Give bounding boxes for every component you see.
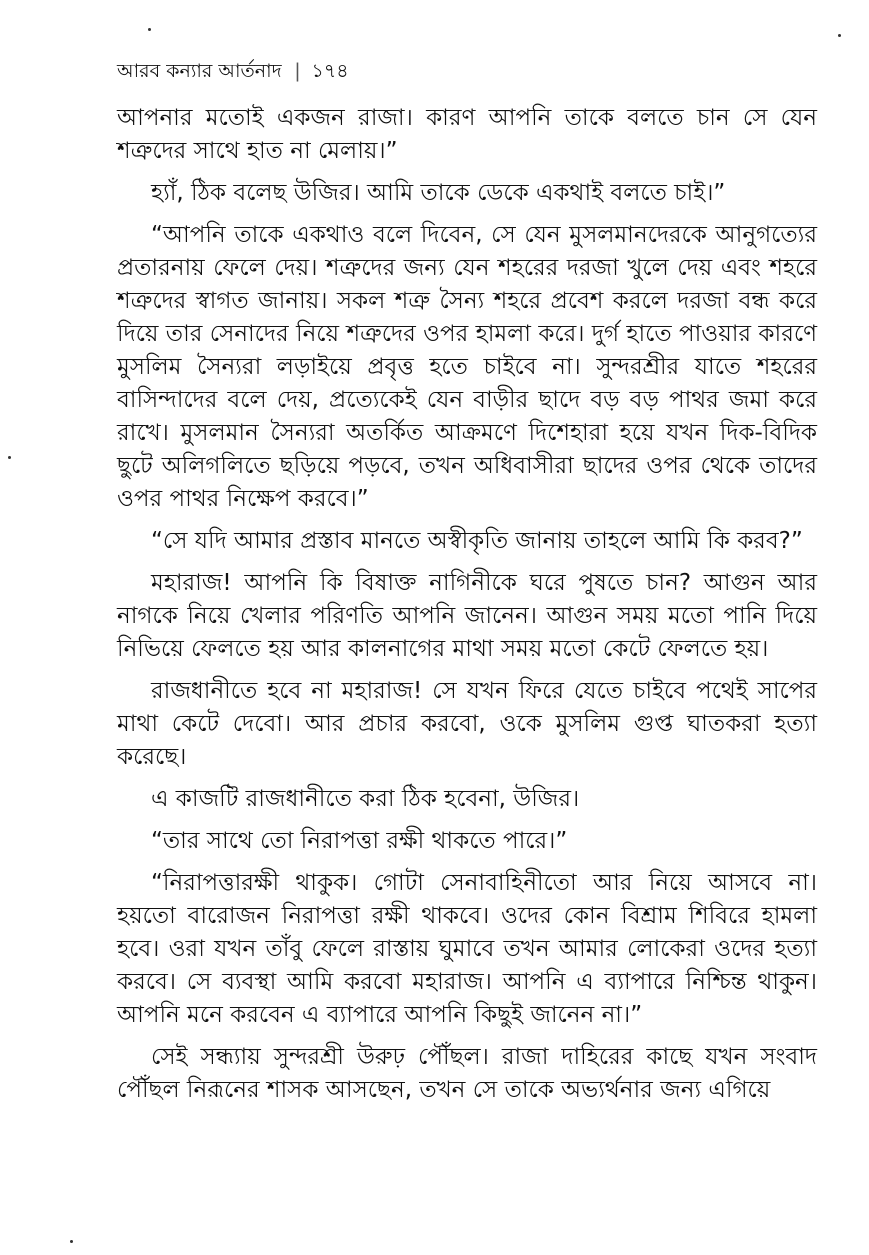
scan-speck: [148, 28, 151, 31]
paragraph-6: রাজধানীতে হবে না মহারাজ! সে যখন ফিরে যেতে চাইবে পথেই সাপের মাথা কেটে দেবো। আর প্রচার করবো, ওকে মুসলিম গুপ্ত ঘাতকরা হত্যা করেছে।: [117, 678, 817, 770]
book-title: আরব কন্যার আর্তনাদ: [117, 60, 282, 82]
scan-speck: [8, 456, 11, 459]
paragraph-3: “আপনি তাকে একথাও বলে দিবেন, সে যেন মুসলমানদেরকে আনুগত্যের প্রতারনায় ফেলে দেয়। শত্রুদের জন্য যেন শহরের দরজা খুলে দেয় এবং শহরে শত্রুদের স্বাগত জানায়। সকল শত্রু সৈন্য শহরে প্রবেশ করলে দরজা বন্ধ করে দিয়ে তার সেনাদের নিয়ে শত্রুদের ওপর হামলা করে। দুর্গ হাতে পাওয়ার কারণে মুসলিম সৈন্যরা লড়াইয়ে প্রবৃত্ত হতে চাইবে না। সুন্দরশ্রীর যাতে শহরের বাসিন্দাদের বলে দেয়, প্রত্যেকেই যেন বাড়ীর ছাদে বড় বড় পাথর জমা করে রাখে। মুসলমান সৈন্যরা অতর্কিত আক্রমণে দিশেহারা হয়ে যখন দিক-বিদিক ছুটে অলিগলিতে ছড়িয়ে পড়বে, তখন অধিবাসীরা ছাদের ওপর থেকে তাদের ওপর পাথর নিক্ষেপ করবে।”: [117, 222, 817, 512]
scan-speck: [70, 1240, 73, 1243]
header-separator: ❘: [289, 60, 306, 82]
paragraph-8: “তার সাথে তো নিরাপত্তা রক্ষী থাকতে পারে।”: [151, 828, 568, 854]
page-body: [117, 102, 817, 1116]
paragraph-4: “সে যদি আমার প্রস্তাব মানতে অস্বীকৃতি জানায় তাহলে আমি কি করব?”: [151, 528, 803, 554]
paragraph-1: আপনার মতোই একজন রাজা। কারণ আপনি তাকে বলতে চান সে যেন শত্রুদের সাথে হাত না মেলায়।”: [117, 105, 817, 164]
paragraph-5: মহারাজ! আপনি কি বিষাক্ত নাগিনীকে ঘরে পুষতে চান? আগুন আর নাগকে নিয়ে খেলার পরিণতি আপনি জানেন। আগুন সময় মতো পানি দিয়ে নিভিয়ে ফেলতে হয় আর কালনাগের মাথা সময় মতো কেটে ফেলতে হয়।: [117, 570, 817, 662]
paragraph-2: হ্যাঁ, ঠিক বলেছ উজির। আমি তাকে ডেকে একথাই বলতে চাই।”: [151, 180, 726, 206]
paragraph-9: “নিরাপত্তারক্ষী থাকুক। গোটা সেনাবাহিনীতো আর নিয়ে আসবে না। হয়তো বারোজন নিরাপত্তা রক্ষী থাকবে। ওদের কোন বিশ্রাম শিবিরে হামলা হবে। ওরা যখন তাঁবু ফেলে রাস্তায় ঘুমাবে তখন আমার লোকেরা ওদের হত্যা করবে। সে ব্যবস্থা আমি করবো মহারাজ। আপনি এ ব্যাপারে নিশ্চিন্ত থাকুন। আপনি মনে করবেন এ ব্যাপারে আপনি কিছুই জানেন না।”: [117, 870, 817, 1028]
paragraph-10: সেই সন্ধ্যায় সুন্দরশ্রী উরুঢ় পৌঁছল। রাজা দাহিরের কাছে যখন সংবাদ পৌঁছল নিরূনের শাসক আসছেন, তখন সে তাকে অভ্যর্থনার জন্য এগিয়ে: [117, 1044, 817, 1103]
paragraph-7: এ কাজটি রাজধানীতে করা ঠিক হবেনা, উজির।: [151, 786, 580, 812]
running-header: [117, 58, 349, 84]
page-number: ১৭৪: [311, 60, 349, 82]
scan-speck: [838, 34, 841, 37]
